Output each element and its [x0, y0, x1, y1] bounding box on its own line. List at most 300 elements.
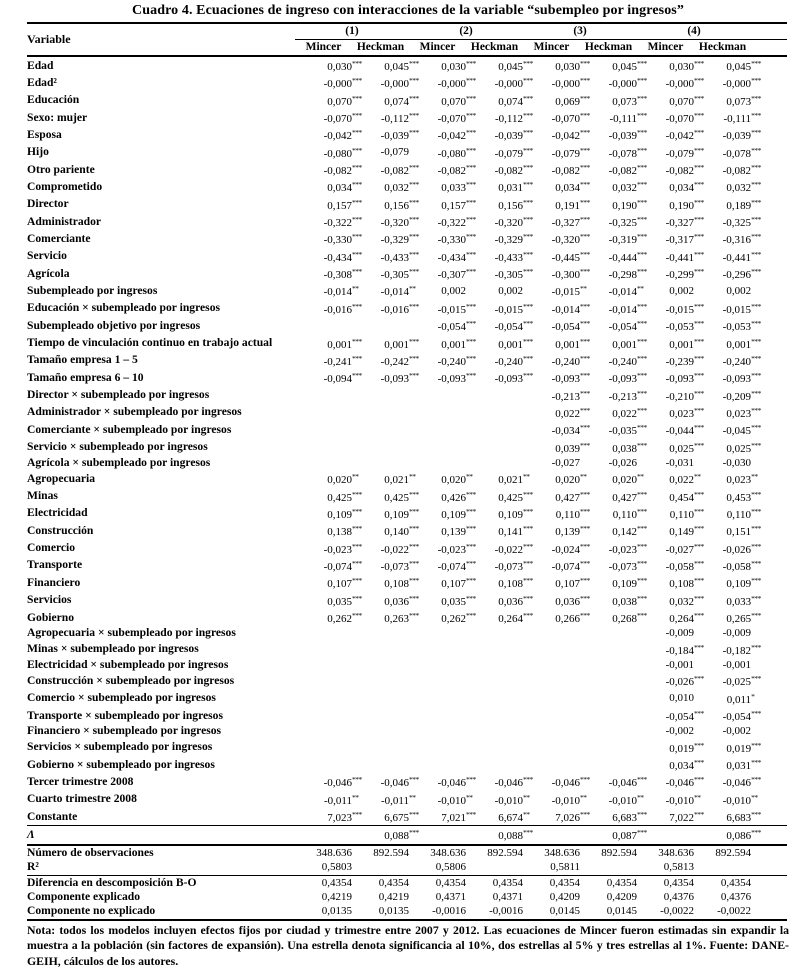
row-label: Financiero × subempleado por ingresos — [27, 724, 222, 738]
cell-value: 0,4371 — [435, 890, 467, 903]
cell-value — [295, 707, 352, 724]
row-label: Gobierno — [27, 610, 75, 624]
cell-value — [466, 658, 523, 672]
cell-value: -0,039*** — [494, 128, 533, 143]
cell-value: 0,039*** — [555, 440, 590, 455]
row-label: Hijo — [27, 145, 49, 159]
cell-value: 7,022*** — [669, 810, 704, 825]
cell-value: -0,000*** — [608, 76, 647, 91]
row-label: Construcción — [27, 523, 94, 537]
cell-value: -0,023*** — [437, 541, 476, 556]
cell-value: -0,009 — [722, 627, 752, 640]
cell-value: 0,032*** — [726, 180, 761, 195]
cell-value: 0,036*** — [498, 593, 533, 608]
row-spacer — [751, 860, 787, 875]
row-label: Componente explicado — [27, 889, 141, 903]
row-label: Tamaño empresa 6 – 10 — [27, 370, 144, 384]
row-label: Comerciante — [27, 231, 91, 245]
cell-value — [466, 387, 523, 404]
row-label: Comercio × subempleado por ingresos — [27, 691, 216, 705]
cell-value: 0,001*** — [555, 336, 590, 351]
cell-value: 0,002 — [726, 284, 752, 297]
cell-value: 0,045*** — [498, 59, 533, 73]
cell-value: -0,054*** — [551, 319, 590, 334]
cell-value — [295, 756, 352, 773]
cell-value: -0,014** — [608, 284, 644, 299]
cell-value: 0,030*** — [555, 59, 590, 73]
cell-value — [352, 456, 409, 470]
table-row — [27, 213, 787, 230]
cell-value: 0,108*** — [384, 576, 419, 591]
cell-value: 0,086*** — [694, 826, 751, 845]
cell-value — [409, 707, 466, 724]
cell-value: -0,026*** — [665, 674, 704, 689]
row-label: R² — [27, 860, 39, 874]
cell-value: 0,001*** — [441, 336, 476, 351]
cell-value: -0,014** — [380, 284, 416, 299]
cell-value: 6,675*** — [384, 810, 419, 825]
cell-value: -0,240*** — [551, 353, 590, 368]
cell-value: -0,026*** — [722, 541, 761, 556]
cell-value: 0,142*** — [612, 524, 647, 539]
cell-value: 0,109*** — [441, 506, 476, 521]
table-row — [27, 609, 787, 626]
cell-value: 0,5803 — [321, 861, 352, 874]
row-label: Servicios — [27, 593, 72, 607]
cell-value: -0,023*** — [323, 541, 362, 556]
row-label: Sexo: mujer — [27, 110, 88, 124]
cell-value: 0,033*** — [441, 180, 476, 195]
cell-value: -0,024*** — [551, 541, 590, 556]
cell-value: -0,241*** — [323, 353, 362, 368]
cell-value: -0,039*** — [722, 128, 761, 143]
cell-value: -0,046*** — [437, 775, 476, 790]
table-header — [27, 23, 787, 56]
table-row — [27, 92, 787, 109]
row-label: Educación × subempleado por ingresos — [27, 301, 221, 315]
cell-value: 0,021** — [384, 472, 416, 487]
table-row — [27, 178, 787, 195]
cell-value: -0,112*** — [495, 111, 533, 126]
cell-value — [409, 404, 466, 421]
model-group-4: (4) — [637, 23, 751, 40]
cell-value: 0,4354 — [694, 875, 751, 890]
cell-value: 892.594 — [580, 845, 637, 860]
regression-table — [27, 22, 787, 921]
cell-value — [295, 404, 352, 421]
cell-value: 0,001*** — [327, 336, 362, 351]
cell-value: -0,320*** — [380, 215, 419, 230]
cell-value: 0,4219 — [378, 890, 410, 903]
cell-value: -0,111*** — [609, 111, 647, 126]
cell-value: -0,042*** — [665, 128, 704, 143]
cell-value: -0,441*** — [665, 249, 704, 264]
cell-value — [523, 658, 580, 672]
cell-value: 348.636 — [409, 845, 466, 860]
row-label: Construcción × subempleado por ingresos — [27, 673, 235, 687]
cell-value: -0,082*** — [437, 163, 476, 178]
cell-value: 0,107*** — [327, 576, 362, 591]
cell-value — [409, 724, 466, 738]
cell-value: -0,002 — [665, 725, 695, 738]
cell-value: -0,001 — [722, 659, 752, 672]
cell-value: -0,320*** — [551, 232, 590, 247]
table-row — [27, 756, 787, 773]
cell-value: -0,210*** — [665, 388, 704, 403]
cell-value: 0,262*** — [327, 611, 362, 625]
cell-value: 0,425*** — [498, 489, 533, 504]
table-row — [27, 540, 787, 557]
cell-value: 0,020** — [441, 472, 473, 487]
cell-value: 0,0145 — [523, 904, 580, 919]
table-row — [27, 488, 787, 505]
cell-value: 0,190*** — [612, 197, 647, 212]
cell-value: -0,240*** — [437, 353, 476, 368]
table-row — [27, 335, 787, 352]
cell-value: 0,425*** — [327, 489, 362, 504]
cell-value: -0,045*** — [722, 423, 761, 438]
cell-value: 0,151*** — [726, 524, 761, 539]
cell-value: 0,4209 — [606, 890, 638, 903]
cell-value: -0,010** — [722, 792, 758, 807]
cell-value: -0,010** — [665, 792, 701, 807]
table-row — [27, 439, 787, 456]
cell-value: 0,4354 — [295, 875, 352, 890]
cell-value: 0,010 — [669, 692, 695, 705]
cell-value: 348.636 — [295, 845, 352, 860]
cell-value — [523, 690, 580, 707]
cell-value: 0,069*** — [555, 93, 590, 108]
cell-value — [409, 756, 466, 773]
row-label: Edad² — [27, 75, 57, 89]
cell-value: 0,031*** — [498, 180, 533, 195]
row-label: Educación — [27, 93, 80, 107]
cell-value: -0,433*** — [494, 249, 533, 264]
table-row — [27, 875, 787, 890]
cell-value: -0,093*** — [437, 371, 476, 386]
cell-value: -0,444*** — [608, 249, 647, 264]
cell-value: -0,329*** — [380, 232, 419, 247]
cell-value: -0,046*** — [551, 775, 590, 790]
cell-value: 0,087*** — [580, 826, 637, 845]
row-label: Constante — [27, 809, 78, 823]
table-row — [27, 773, 787, 790]
table-row — [27, 144, 787, 161]
cell-value: 0,038*** — [612, 440, 647, 455]
cell-value — [523, 756, 580, 773]
cell-value: 0,4354 — [637, 875, 694, 890]
cell-value: -0,070*** — [437, 111, 476, 126]
row-label: Subempleado objetivo por ingresos — [27, 318, 201, 332]
cell-value: -0,082*** — [722, 163, 761, 178]
cell-value — [580, 756, 637, 773]
cell-value: 0,020** — [555, 472, 587, 487]
cell-value: -0,023*** — [608, 541, 647, 556]
cell-value: -0,330*** — [437, 232, 476, 247]
cell-value: 0,0135 — [352, 904, 409, 919]
cell-value: 0,5811 — [550, 861, 581, 874]
cell-value: 0,023*** — [726, 405, 761, 420]
cell-value: -0,042*** — [437, 128, 476, 143]
row-label: Agropecuaria × subempleado por ingresos — [27, 626, 236, 640]
cell-value — [352, 626, 409, 640]
cell-value: -0,054*** — [665, 709, 704, 724]
cell-value: -0,042*** — [551, 128, 590, 143]
table-row — [27, 860, 787, 875]
model-group-2: (2) — [409, 23, 523, 40]
cell-value: 0,156*** — [498, 197, 533, 212]
cell-value: -0,054*** — [437, 319, 476, 334]
cell-value: -0,039*** — [608, 128, 647, 143]
cell-value: -0,093*** — [608, 371, 647, 386]
cell-value — [466, 672, 523, 689]
cell-value: -0,010** — [551, 792, 587, 807]
cell-value: -0,014*** — [608, 301, 647, 316]
cell-value: 0,141*** — [498, 524, 533, 539]
cell-value: -0,296*** — [722, 267, 761, 282]
cell-value: -0,242*** — [380, 353, 419, 368]
cell-value: 892.594 — [352, 845, 409, 860]
cell-value: 348.636 — [523, 845, 580, 860]
cell-value: -0,046*** — [494, 775, 533, 790]
row-label: Gobierno × subempleado por ingresos — [27, 757, 215, 771]
table-row — [27, 300, 787, 317]
cell-value: -0,213*** — [608, 388, 647, 403]
cell-value: -0,046*** — [722, 775, 761, 790]
cell-value: 0,045*** — [726, 59, 761, 73]
row-label: Minas — [27, 489, 58, 503]
row-label: Director — [27, 197, 69, 211]
cell-value: 0,110*** — [555, 506, 590, 521]
cell-value: 0,0145 — [580, 904, 637, 919]
cell-value: 0,021** — [498, 472, 530, 487]
cell-value: -0,014** — [323, 284, 359, 299]
table-row — [27, 282, 787, 299]
cell-value: 0,070*** — [669, 93, 704, 108]
cell-value: 0,4354 — [523, 875, 580, 890]
cell-value: -0,320*** — [494, 215, 533, 230]
cell-value: 0,0135 — [295, 904, 352, 919]
cell-value: 0,4371 — [492, 890, 524, 903]
cell-value: 0,264*** — [669, 611, 704, 625]
cell-value: 0,110*** — [669, 506, 704, 521]
cell-value: 0,034*** — [327, 180, 362, 195]
cell-value: -0,046*** — [380, 775, 419, 790]
cell-value: 0,002 — [441, 284, 467, 297]
cell-value: -0,300*** — [551, 267, 590, 282]
table-row — [27, 707, 787, 724]
cell-value: -0,015*** — [494, 301, 533, 316]
estimator-subheader: Heckman — [694, 40, 751, 57]
cell-value: 0,266*** — [555, 611, 590, 625]
table-title: Cuadro 4. Ecuaciones de ingreso con interacciones de la variable “subempleo por ingresos” — [132, 3, 684, 18]
table-row — [27, 456, 787, 470]
cell-value: 0,036*** — [384, 593, 419, 608]
table-row — [27, 641, 787, 658]
cell-value — [295, 690, 352, 707]
cell-value: 0,109*** — [612, 576, 647, 591]
cell-value — [409, 626, 466, 640]
cell-value — [295, 421, 352, 438]
estimator-subheader: Heckman — [580, 40, 637, 57]
cell-value — [352, 860, 409, 875]
cell-value: 0,268*** — [612, 611, 647, 625]
cell-value: 0,139*** — [555, 524, 590, 539]
cell-value: -0,316*** — [722, 232, 761, 247]
cell-value — [409, 439, 466, 456]
cell-value — [352, 756, 409, 773]
cell-value: 0,427*** — [612, 489, 647, 504]
cell-value: -0,027 — [551, 456, 581, 469]
cell-value: 0,189*** — [726, 197, 761, 212]
cell-value: 0,149*** — [669, 524, 704, 539]
cell-value: -0,240*** — [608, 353, 647, 368]
cell-value: -0,078*** — [722, 145, 761, 160]
cell-value: 0,034*** — [669, 180, 704, 195]
cell-value: 0,110*** — [726, 506, 761, 521]
table-row — [27, 196, 787, 213]
cell-value: 0,045*** — [612, 59, 647, 73]
cell-value: 0,032*** — [669, 593, 704, 608]
table-row — [27, 126, 787, 143]
cell-value: 6,683*** — [726, 810, 761, 825]
cell-value: -0,030 — [722, 456, 752, 469]
table-row — [27, 352, 787, 369]
cell-value: -0,046*** — [323, 775, 362, 790]
cell-value: 0,036*** — [555, 593, 590, 608]
row-label: Minas × subempleado por ingresos — [27, 642, 199, 656]
cell-value: 0,4354 — [580, 875, 637, 890]
cell-value: -0,327*** — [551, 215, 590, 230]
table-row — [27, 421, 787, 438]
cell-value: 0,023*** — [669, 405, 704, 420]
cell-value — [580, 690, 637, 707]
cell-value — [580, 860, 637, 875]
cell-value: 0,038*** — [612, 593, 647, 608]
cell-value: -0,011** — [323, 792, 359, 807]
row-label: Servicio × subempleado por ingresos — [27, 440, 208, 454]
row-label: Λ — [27, 826, 295, 845]
table-row — [27, 317, 787, 334]
cell-value: 0,034*** — [555, 180, 590, 195]
estimator-subheader: Mincer — [295, 40, 352, 57]
cell-value: -0,441*** — [722, 249, 761, 264]
cell-value: 0,5806 — [435, 861, 467, 874]
cell-value: -0,209*** — [722, 388, 761, 403]
cell-value: -0,010** — [494, 792, 530, 807]
cell-value: -0,305*** — [380, 267, 419, 282]
cell-value: -0,082*** — [551, 163, 590, 178]
cell-value: -0,073*** — [380, 558, 419, 573]
cell-value — [352, 690, 409, 707]
cell-value: -0,016*** — [380, 301, 419, 316]
cell-value: 0,030*** — [441, 59, 476, 73]
cell-value — [352, 439, 409, 456]
cell-value — [523, 724, 580, 738]
cell-value — [295, 739, 352, 756]
cell-value: -0,0016 — [466, 904, 523, 919]
cell-value: -0,082*** — [665, 163, 704, 178]
estimator-subheader: Heckman — [352, 40, 409, 57]
row-label: Agrícola — [27, 266, 70, 280]
cell-value: -0,073*** — [608, 558, 647, 573]
cell-value: 0,140*** — [384, 524, 419, 539]
cell-value: 0,265*** — [726, 611, 761, 625]
cell-value: 0,191*** — [555, 197, 590, 212]
cell-value — [523, 641, 580, 658]
table-row — [27, 658, 787, 672]
cell-value: -0,074*** — [551, 558, 590, 573]
cell-value: 0,020** — [327, 472, 359, 487]
cell-value: 0,022*** — [612, 405, 647, 420]
cell-value: 7,023*** — [327, 810, 362, 825]
cell-value — [694, 860, 751, 875]
cell-value — [466, 756, 523, 773]
cell-value: 0,454*** — [669, 489, 704, 504]
cell-value: 0,022** — [669, 472, 701, 487]
row-label: Transporte — [27, 558, 83, 572]
row-label: Administrador — [27, 214, 102, 228]
cell-value: 0,108*** — [498, 576, 533, 591]
cell-value: 0,139*** — [441, 524, 476, 539]
cell-value: -0,307*** — [437, 267, 476, 282]
cell-value: 0,070*** — [441, 93, 476, 108]
row-label: Electricidad × subempleado por ingresos — [27, 658, 229, 672]
cell-value: -0,010** — [437, 792, 473, 807]
row-label: Servicios × subempleado por ingresos — [27, 740, 213, 754]
cell-value: 0,033*** — [726, 593, 761, 608]
table-row — [27, 791, 787, 808]
row-spacer — [751, 904, 787, 919]
cell-value: 0,035*** — [441, 593, 476, 608]
table-note: Nota: todos los modelos incluyen efectos fijos por ciudad y trimestre entre 2007 y 2012. Las ecuaciones de Mincer fueron estimadas sin expandir la muestra a la población (sin factores de expansión). Una estrella denota significancia al 10%, dos estrellas al 5% y tres estrellas al 1%. Fuente: DANE-GEIH, cálculos de los autores. — [27, 922, 789, 968]
cell-value: 0,4219 — [321, 890, 352, 903]
table-row — [27, 387, 787, 404]
cell-value: -0,044*** — [665, 423, 704, 438]
cell-value: -0,240*** — [722, 353, 761, 368]
cell-value: -0,011** — [381, 792, 416, 807]
cell-value — [466, 724, 523, 738]
cell-value: -0,074*** — [437, 558, 476, 573]
row-spacer — [751, 456, 787, 470]
cell-value: -0,079*** — [494, 145, 533, 160]
cell-value: 0,002 — [669, 284, 695, 297]
table-body — [27, 56, 787, 920]
cell-value: 6,683*** — [612, 810, 647, 825]
cell-value: 0,156*** — [384, 197, 419, 212]
cell-value — [523, 626, 580, 640]
row-spacer — [751, 282, 787, 299]
row-label: Esposa — [27, 127, 62, 141]
cell-value: 0,425*** — [384, 489, 419, 504]
cell-value — [523, 672, 580, 689]
table-row — [27, 826, 787, 845]
cell-value: -0,298*** — [608, 267, 647, 282]
row-label: Electricidad — [27, 506, 88, 520]
cell-value — [295, 387, 352, 404]
cell-value: -0,082*** — [608, 163, 647, 178]
table-row — [27, 672, 787, 689]
cell-value: -0,184*** — [665, 642, 704, 657]
cell-value: -0,0022 — [694, 904, 751, 919]
row-label: Cuarto trimestre 2008 — [27, 792, 137, 806]
row-label: Transporte × subempleado por ingresos — [27, 708, 223, 722]
cell-value: 7,026*** — [555, 810, 590, 825]
cell-value: -0,054*** — [722, 709, 761, 724]
cell-value: -0,014*** — [551, 301, 590, 316]
cell-value — [466, 626, 523, 640]
table-row — [27, 505, 787, 522]
